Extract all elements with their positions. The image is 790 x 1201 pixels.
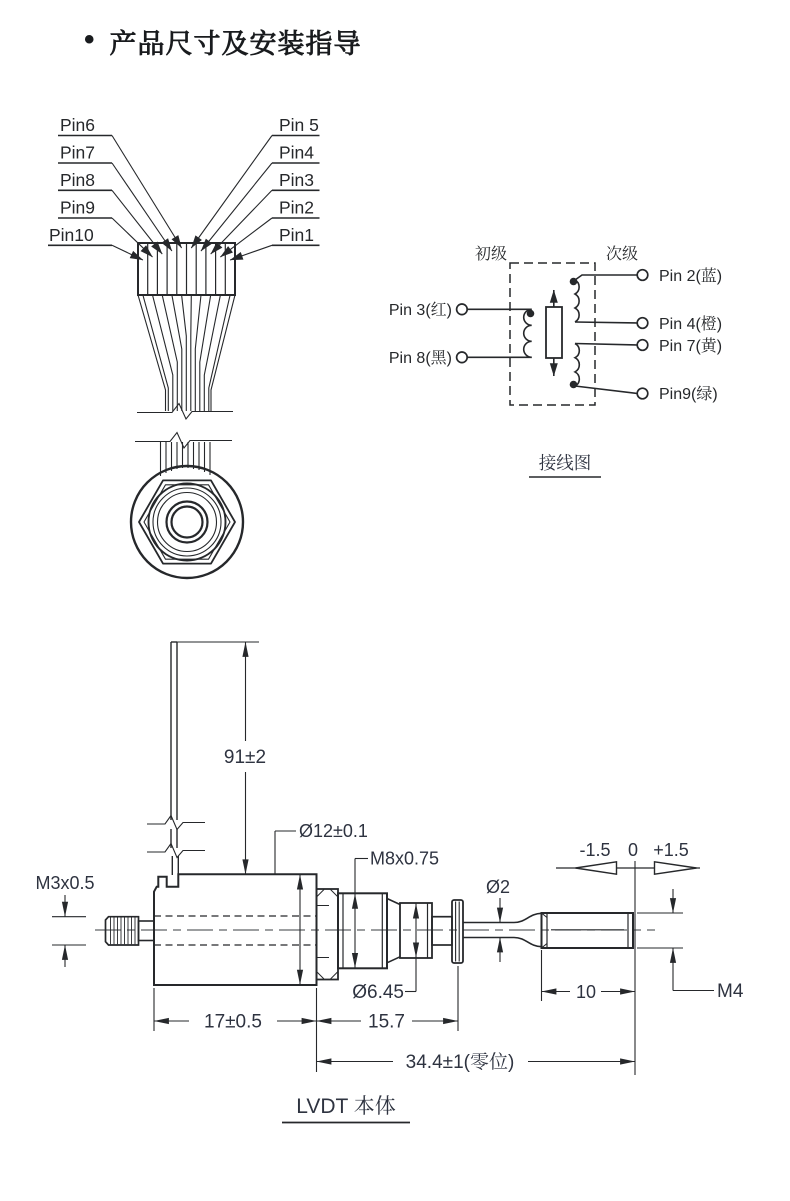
secondary-coil-bottom (575, 344, 579, 387)
lvdt-caption: LVDT 本体 (296, 1095, 396, 1118)
transformer-core (546, 307, 562, 358)
dim-344-text: 34.4±1(零位) (405, 1052, 515, 1073)
terminal-pin4 (637, 318, 648, 329)
wiring-diagram-figure (389, 245, 722, 477)
pin9-green-label: Pin9(绿) (659, 386, 718, 403)
zero-position-indicator (556, 861, 700, 1075)
m3-thread-lines (111, 918, 136, 945)
dim-d12-text: Ø12±0.1 (299, 821, 368, 841)
terminal-pin3 (457, 304, 468, 315)
dim-m4 (637, 889, 714, 991)
pin-leader-arrows (112, 136, 272, 261)
pin9-label: Pin9 (60, 197, 96, 218)
pin6-label: Pin6 (60, 115, 96, 135)
lvdt-body-figure (35, 642, 743, 1123)
terminal-pin8 (457, 352, 468, 363)
dim-zero-text: 0 (627, 840, 639, 860)
pin1-label: Pin1 (279, 225, 315, 245)
wiring-caption: 接线图 (538, 453, 592, 473)
polarity-dot-secondary-bottom (570, 381, 578, 389)
neck-cylinder (432, 917, 452, 945)
dim-m8 (355, 859, 368, 968)
dim-m8-text: M8x0.75 (370, 848, 440, 869)
cone-transition (387, 899, 400, 963)
m3-neck (139, 921, 155, 941)
secondary-coil-top (575, 280, 579, 322)
pin2-label: Pin2 (279, 197, 315, 218)
terminal-pin9 (637, 388, 648, 399)
dim-minus-text: -1.5 (579, 840, 611, 860)
dim-d645-text: Ø6.45 (352, 982, 404, 1003)
pin2-blue-label: Pin 2(蓝) (659, 268, 723, 285)
m8-bushing (338, 893, 387, 968)
bullet-icon: • (84, 22, 96, 56)
dim-m3-text: M3x0.5 (35, 873, 95, 893)
dim-157-text: 15.7 (368, 1011, 405, 1033)
pin8-label: Pin8 (60, 170, 96, 190)
pin4-orange-label: Pin 4(橙) (659, 316, 723, 333)
dim-10-text: 10 (575, 982, 597, 1002)
wire-funnel (138, 295, 235, 411)
dim-plus-text: +1.5 (653, 840, 689, 860)
terminal-pin2 (637, 270, 648, 281)
cable-break-symbols (147, 816, 205, 858)
dim-m4-text: M4 (717, 981, 744, 1002)
page-title-text: 产品尺寸及安装指导 (109, 29, 362, 59)
dim-m3 (52, 895, 86, 967)
minus-direction-arrow (576, 862, 617, 874)
lvdt-cable (171, 642, 178, 875)
pin7-yellow-label: Pin 7(黄) (659, 338, 723, 355)
primary-label: 初级 (474, 246, 508, 263)
dim-17-text: 17±0.5 (204, 1011, 262, 1033)
dim-d2-text: Ø2 (485, 877, 511, 897)
flange-disk (452, 900, 463, 963)
pin7-label: Pin7 (60, 142, 96, 163)
dim-d12 (275, 831, 300, 985)
plus-direction-arrow (655, 862, 697, 874)
chamfer-ring (317, 889, 339, 980)
pin3-red-label: Pin 3(红) (388, 302, 452, 319)
pin10-label: Pin10 (49, 225, 94, 245)
pin4-label: Pin4 (279, 142, 315, 163)
cable-break-lines (135, 404, 233, 449)
ribbon-cable (138, 243, 235, 295)
dim-d645 (405, 904, 416, 992)
pin5-label: Pin 5 (279, 115, 319, 135)
secondary-label: 次级 (605, 246, 639, 263)
terminal-pin7 (637, 340, 648, 351)
dim-91-text: 91±2 (223, 747, 267, 768)
pin-cable-figure (48, 115, 320, 578)
pin8-black-label: Pin 8(黑) (388, 350, 452, 367)
polarity-dot-primary (527, 310, 535, 318)
connector-end-view (131, 466, 243, 578)
pin3-label: Pin3 (279, 170, 315, 190)
